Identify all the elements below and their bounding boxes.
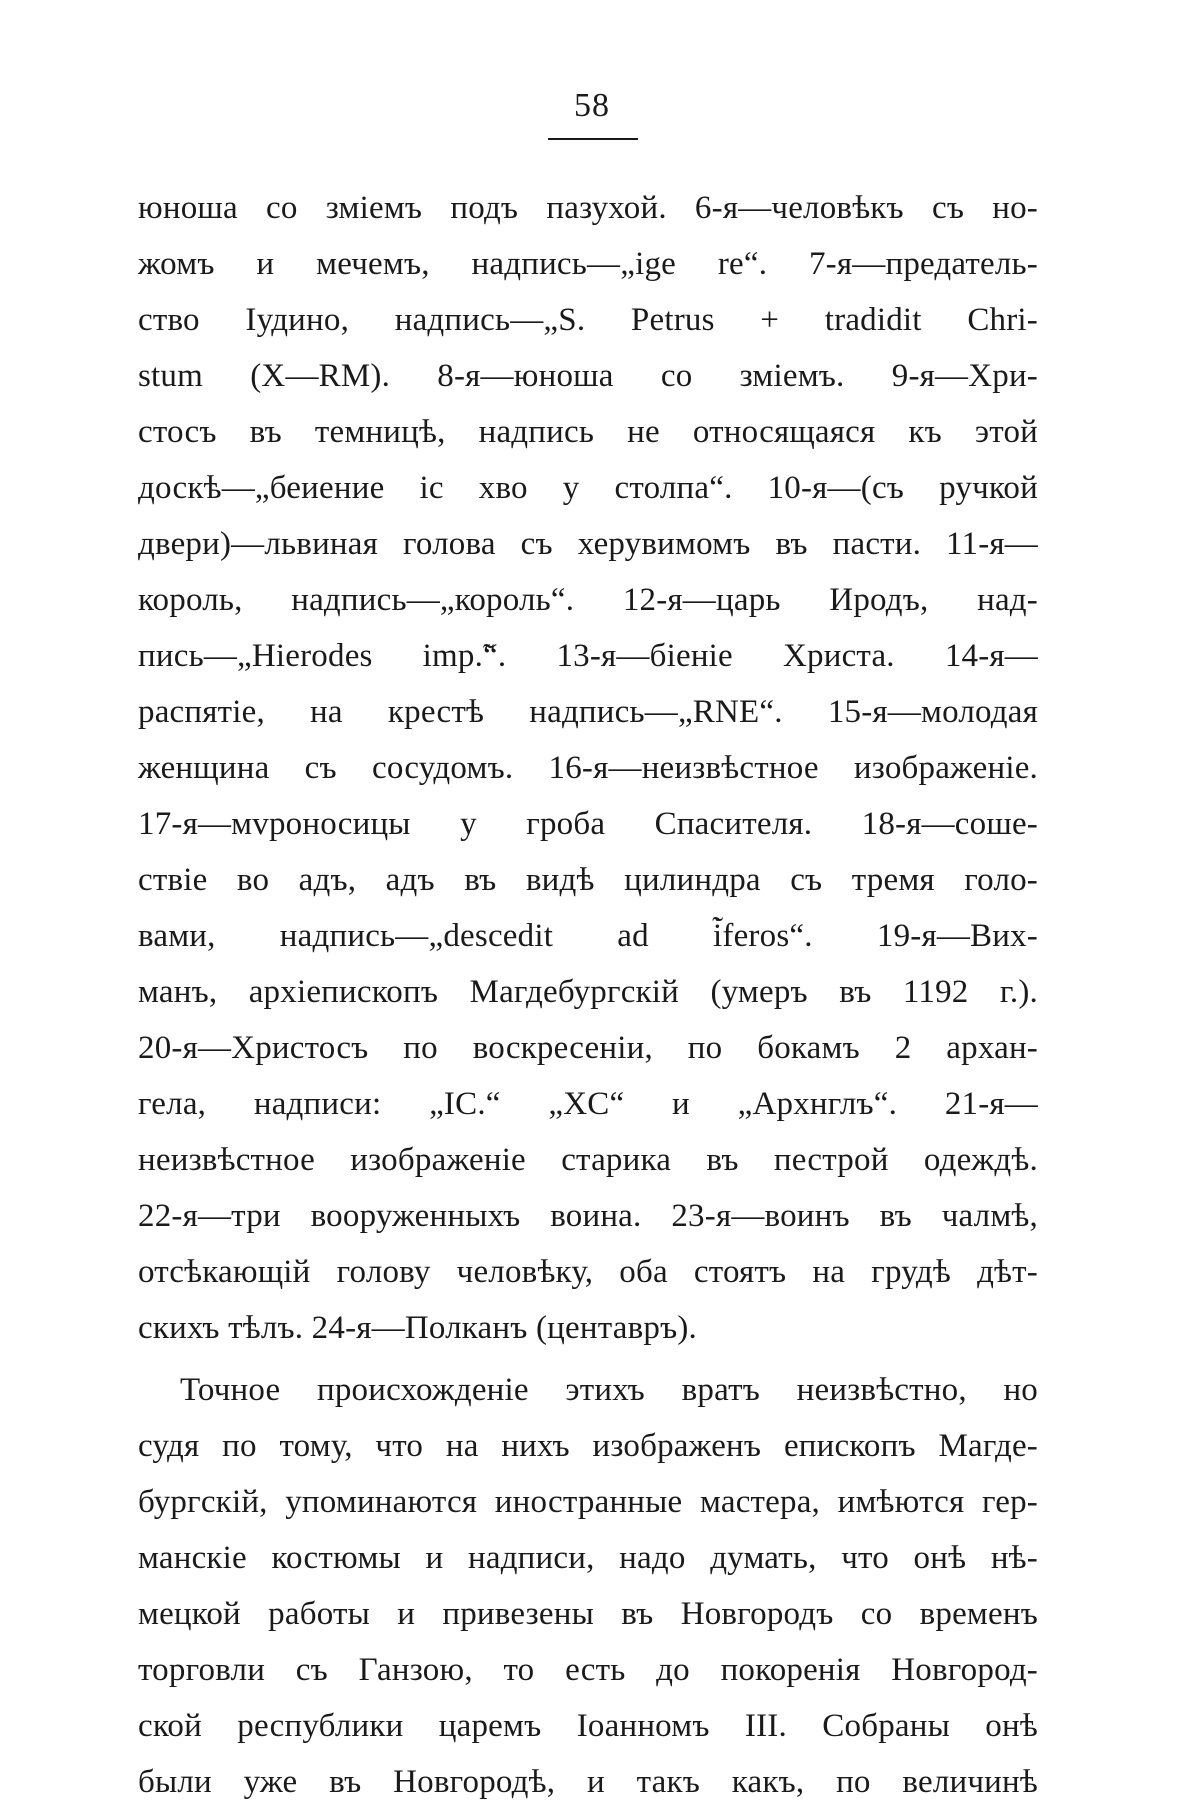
- text-line: неизвѣстное изображеніе старика въ пестрой одеждѣ.: [138, 1142, 1038, 1178]
- body-text: [138, 180, 1038, 1810]
- text-line: женщина съ сосудомъ. 16-я—неизвѣстное изображеніе.: [138, 750, 1038, 786]
- text-line: доскѣ—„беиение іс хво у столпа“. 10-я—(съ ручкой: [138, 470, 1038, 506]
- text-line: 20-я—Христосъ по воскресеніи, по бокамъ 2 архан-: [138, 1030, 1038, 1066]
- text-line: были уже въ Новгородѣ, и такъ какъ, по величинѣ: [138, 1764, 1038, 1800]
- text-line: торговли съ Ганзою, то есть до покоренія Новгород-: [138, 1652, 1038, 1688]
- paragraph-1: [138, 180, 1038, 1356]
- text-line: stum (X—RM). 8-я—юноша со зміемъ. 9-я—Хри-: [138, 358, 1038, 394]
- text-line: вами, надпись—„descedit ad i̇̃feros“. 19-я—Вих-: [138, 918, 1038, 954]
- text-line: гела, надписи: „IC.“ „XC“ и „Архнглъ“. 21-я—: [138, 1086, 1038, 1122]
- text-line: судя по тому, что на нихъ изображенъ епископъ Магде-: [138, 1428, 1038, 1464]
- text-line: король, надпись—„король“. 12-я—царь Иродъ, над-: [138, 582, 1038, 618]
- text-line: манскіе костюмы и надписи, надо думать, что онѣ нѣ-: [138, 1540, 1038, 1576]
- text-line: отсѣкающій голову человѣку, оба стоятъ на грудѣ дѣт-: [138, 1254, 1038, 1290]
- text-line: Точное происхожденіе этихъ вратъ неизвѣстно, но: [180, 1372, 1038, 1408]
- text-line: стосъ въ темницѣ, надпись не относящаяся къ этой: [138, 414, 1038, 450]
- text-line: 22-я—три вооруженныхъ воина. 23-я—воинъ въ чалмѣ,: [138, 1198, 1038, 1234]
- text-line: мецкой работы и привезены въ Новгородъ со временъ: [138, 1596, 1038, 1632]
- text-line: двери)—львиная голова съ херувимомъ въ пасти. 11-я—: [138, 526, 1038, 562]
- text-line: юноша со зміемъ подъ пазухой. 6-я—человѣкъ съ но-: [138, 190, 1038, 226]
- text-line: ствіе во адъ, адъ въ видѣ цилиндра съ тремя голо-: [138, 862, 1038, 898]
- page-number: 58: [574, 87, 610, 124]
- text-line: ской республики царемъ Іоанномъ III. Собраны онѣ: [138, 1708, 1038, 1744]
- text-line: бургскій, упоминаются иностранные мастера, имѣются гер-: [138, 1484, 1038, 1520]
- page-number-rule: [548, 138, 638, 140]
- paragraph-2: [138, 1362, 1038, 1810]
- text-line: 17-я—мvроносицы у гроба Спасителя. 18-я—соше-: [138, 806, 1038, 842]
- text-line: жомъ и мечемъ, надпись—„ige re“. 7-я—предатель-: [138, 246, 1038, 282]
- text-line: скихъ тѣлъ. 24-я—Полканъ (центавръ).: [138, 1310, 697, 1346]
- text-line: манъ, архіепископъ Магдебургскій (умеръ въ 1192 г.).: [138, 974, 1038, 1010]
- text-line: ство Іудино, надпись—„S. Petrus + tradidit Chri-: [138, 302, 1038, 338]
- text-line: пись—„Hierodes imp.̃“. 13-я—біеніе Христа. 14-я—: [138, 638, 1038, 674]
- text-line: распятіе, на крестѣ надпись—„RNE“. 15-я—молодая: [138, 694, 1038, 730]
